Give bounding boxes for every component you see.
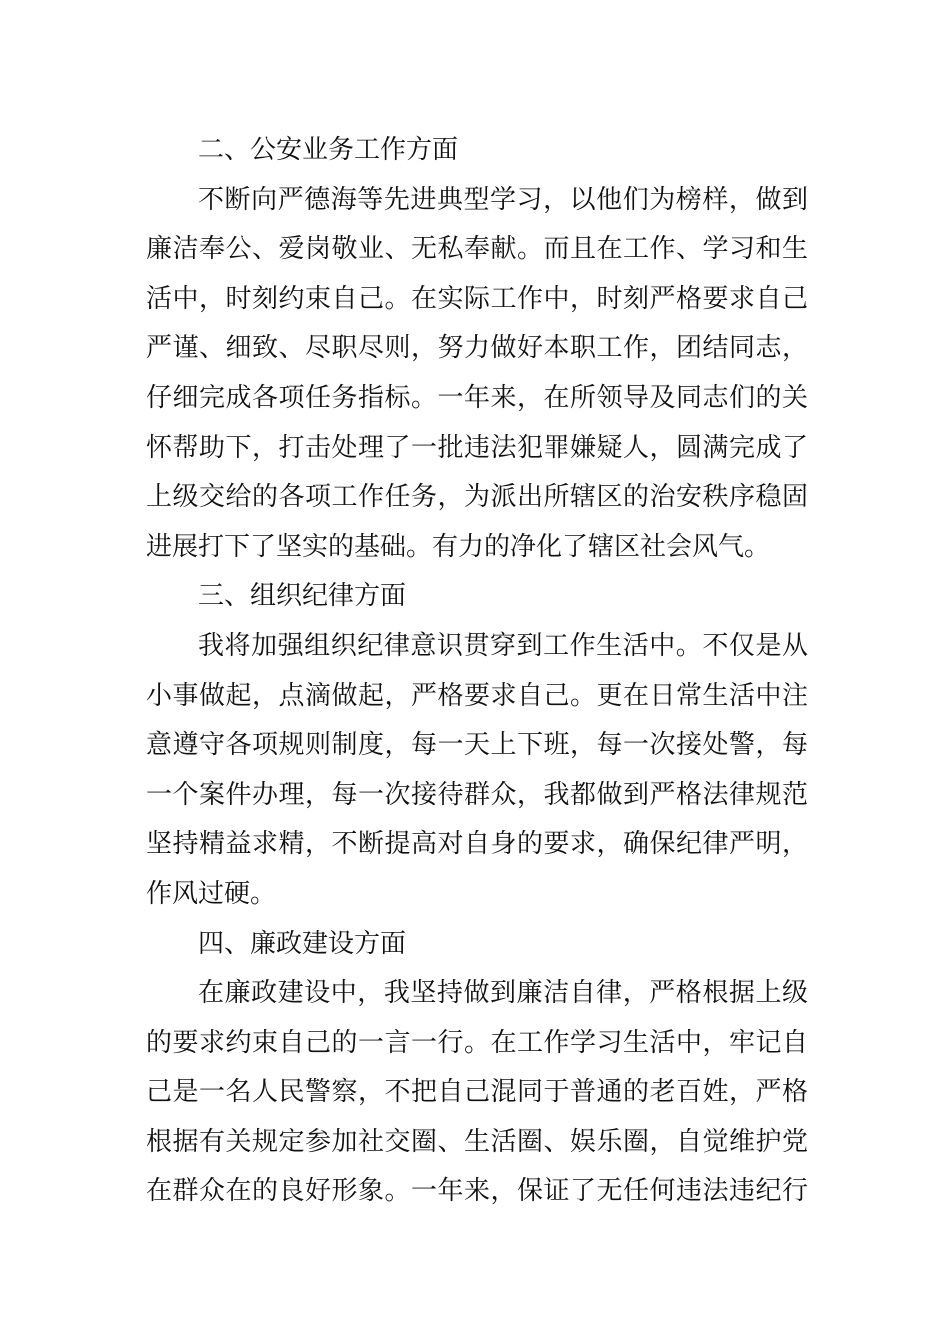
paragraph-line: 严谨、细致、尽职尽则，努力做好本职工作，团结同志， [146, 333, 808, 364]
paragraph-line: 意遵守各项规则制度，每一天上下班，每一次接处警，每 [146, 730, 808, 761]
paragraph-line: 作风过硬。 [146, 878, 277, 909]
document-body [146, 126, 808, 1217]
section-heading-3: 三、组织纪律方面 [198, 581, 407, 612]
paragraph-line: 一个案件办理，每一次接待群众，我都做到严格法律规范 [146, 779, 808, 810]
paragraph-line: 廉洁奉公、爱岗敬业、无私奉献。而且在工作、学习和生 [146, 234, 808, 265]
paragraph-line: 根据有关规定参加社交圈、生活圈、娱乐圈，自觉维护党 [146, 1126, 808, 1157]
section-heading-4: 四、廉政建设方面 [198, 928, 407, 959]
paragraph-line: 活中，时刻约束自己。在实际工作中，时刻严格要求自己 [146, 283, 808, 314]
paragraph-line: 坚持精益求精，不断提高对自身的要求，确保纪律严明， [146, 829, 808, 860]
paragraph-line: 己是一名人民警察，不把自己混同于普通的老百姓，严格 [146, 1077, 808, 1108]
paragraph-line: 上级交给的各项工作任务，为派出所辖区的治安秩序稳固 [146, 482, 808, 513]
paragraph-line: 在廉政建设中，我坚持做到廉洁自律，严格根据上级 [198, 978, 808, 1009]
paragraph-line: 怀帮助下，打击处理了一批违法犯罪嫌疑人，圆满完成了 [146, 432, 808, 463]
paragraph-line: 进展打下了坚实的基础。有力的净化了辖区社会风气。 [146, 531, 771, 562]
paragraph-line: 在群众在的良好形象。一年来，保证了无任何违法违纪行 [146, 1176, 808, 1207]
paragraph-line: 仔细完成各项任务指标。一年来，在所领导及同志们的关 [146, 382, 808, 413]
paragraph-line: 我将加强组织纪律意识贯穿到工作生活中。不仅是从 [198, 630, 808, 661]
section-heading-2: 二、公安业务工作方面 [198, 135, 459, 165]
paragraph-line: 不断向严德海等先进典型学习，以他们为榜样，做到 [198, 184, 808, 215]
paragraph-line: 小事做起，点滴做起，严格要求自己。更在日常生活中注 [146, 680, 808, 711]
paragraph-line: 的要求约束自己的一言一行。在工作学习生活中，牢记自 [146, 1027, 808, 1058]
